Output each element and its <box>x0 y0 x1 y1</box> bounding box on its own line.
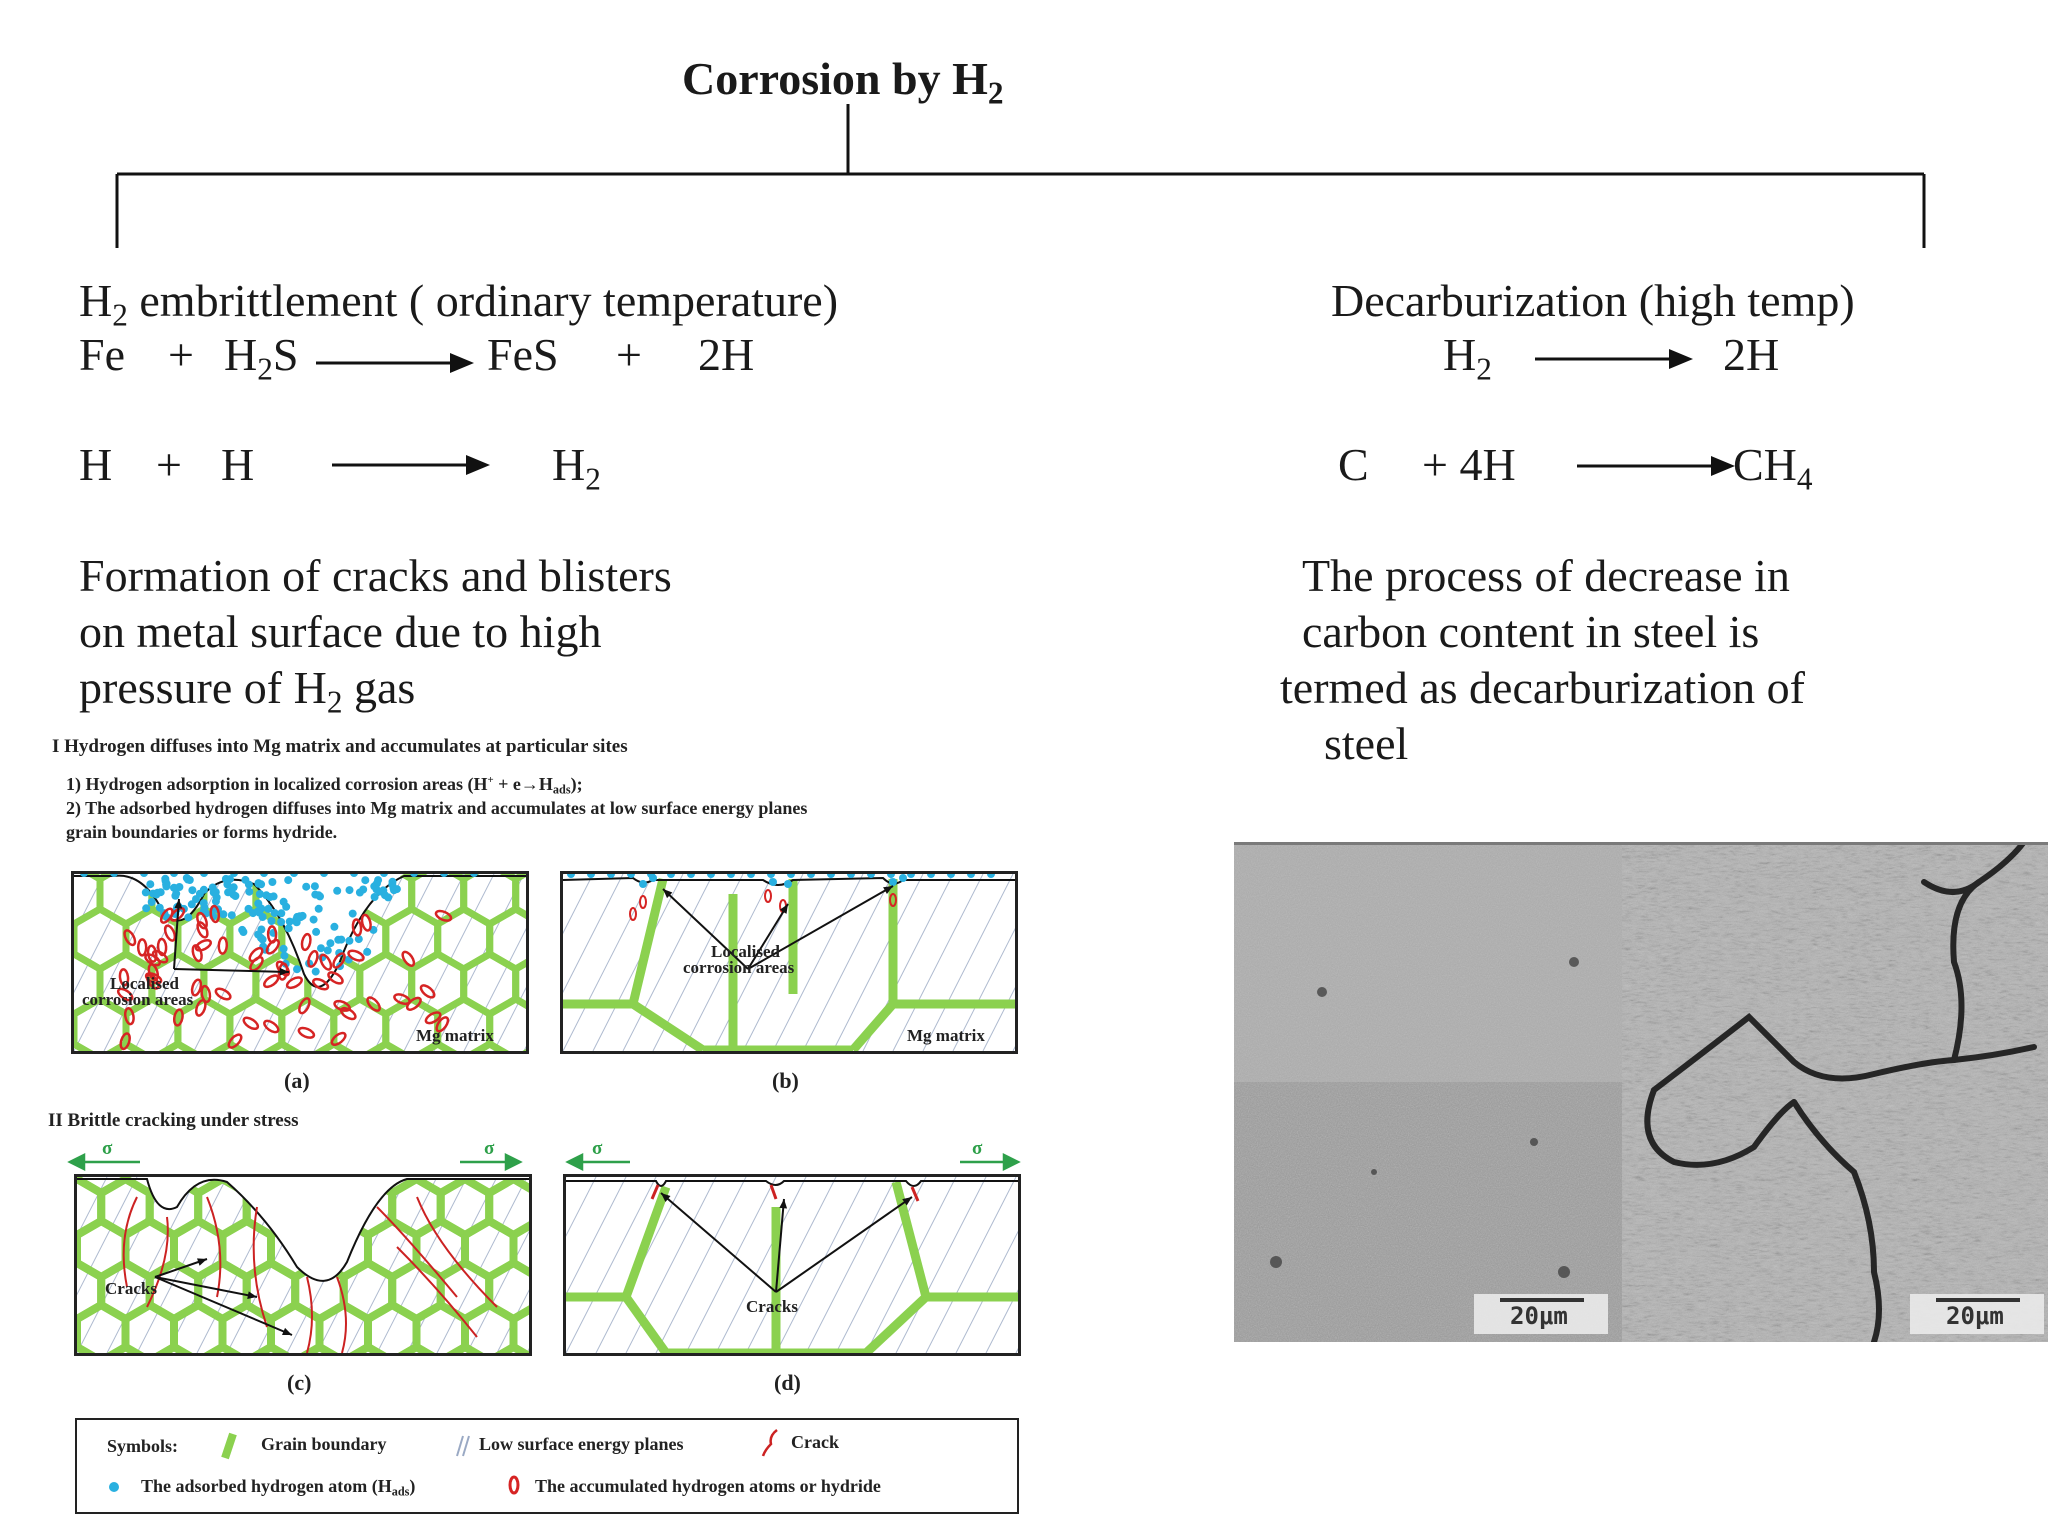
figure-step-2a: 2) The adsorbed hydrogen diffuses into Mg matrix and accumulates at low surface energy planes <box>66 798 808 818</box>
grain-boundary <box>198 1347 247 1353</box>
panel-b-label-1: Localised <box>711 942 780 961</box>
adsorbed-hydrogen-atom <box>245 888 253 896</box>
figure-section-1: I Hydrogen diffuses into Mg matrix and accumulates at particular sites <box>52 736 628 757</box>
adsorbed-hydrogen-atom <box>310 916 318 924</box>
crack <box>771 1185 776 1199</box>
grain-boundary <box>633 879 663 1004</box>
adsorbed-hydrogen-atom <box>317 944 325 952</box>
grain-boundary-symbol <box>219 1430 239 1462</box>
surface-hydrogen-atom <box>887 874 895 878</box>
adsorbed-hydrogen-atom <box>312 968 320 976</box>
legend-adsorbed-c: ) <box>409 1476 416 1496</box>
surface-hydrogen-atom <box>807 874 815 878</box>
low-energy-plane <box>1013 874 1015 1051</box>
grain-boundary <box>853 1004 893 1050</box>
adsorbed-hydrogen-atom <box>649 874 657 882</box>
surface-hydrogen-atom <box>607 874 615 878</box>
legend-accumulated: The accumulated hydrogen atoms or hydride <box>535 1476 881 1496</box>
eq2-h1: H <box>79 439 113 490</box>
grain-boundary <box>360 1044 412 1051</box>
low-energy-plane <box>866 1177 956 1353</box>
adsorbed-hydrogen-atom <box>324 946 332 954</box>
r-eq1-reactant <box>1443 328 1492 387</box>
scale-bar-right: 20μm <box>1946 1302 2004 1330</box>
decarburization-description <box>1280 548 1805 772</box>
adsorbed-hydrogen-atom <box>784 880 792 888</box>
figure-section-2: II Brittle cracking under stress <box>48 1110 299 1131</box>
low-energy-plane <box>686 1177 776 1353</box>
low-energy-plane <box>836 1177 926 1353</box>
desc-line-3-c: gas <box>342 662 416 713</box>
eq2-product-h: H <box>552 439 586 490</box>
surface-hydrogen-atom <box>987 874 995 878</box>
surface-hydrogen-atom <box>687 874 695 878</box>
adsorbed-hydrogen-atom <box>142 888 150 896</box>
accumulated-hydride <box>640 896 646 908</box>
low-energy-plane <box>716 1177 806 1353</box>
r-eq1-h: H <box>1443 329 1477 380</box>
panel-b <box>560 871 1018 1054</box>
desc-line-3-a: pressure of H <box>79 662 327 713</box>
accumulated-hydride <box>327 970 345 985</box>
pointer-arrow <box>661 1193 776 1292</box>
adsorbed-hydrogen-atom <box>142 904 150 912</box>
adsorbed-hydrogen-atom <box>349 910 357 918</box>
desc-line-3 <box>79 660 672 720</box>
adsorbed-hydrogen-atom <box>271 909 279 917</box>
sigma-3: σ <box>592 1138 603 1159</box>
caption-d: (d) <box>774 1370 801 1395</box>
figure-step-1 <box>66 774 583 795</box>
adsorbed-hydrogen-atom <box>899 874 907 882</box>
adsorbed-hydrogen-atom <box>212 897 220 905</box>
accumulated-hydride <box>419 983 436 999</box>
grain-boundary <box>633 1004 703 1050</box>
r-eq2-arrow <box>1577 451 1737 481</box>
adsorbed-hydrogen-atom <box>227 887 235 895</box>
legend-grain: Grain boundary <box>261 1434 387 1454</box>
adsorbed-hydrogen-atom <box>266 893 274 901</box>
adsorbed-hydrogen-atom <box>188 900 196 908</box>
plane-symbol <box>449 1432 473 1460</box>
rdesc-line-4: steel <box>1324 718 1409 769</box>
eq2-plus: + <box>156 439 182 490</box>
adsorbed-hydrogen-atom <box>188 886 196 894</box>
adsorbed-hydrogen-atom <box>254 900 262 908</box>
adsorbed-hydrogen-atom <box>345 937 353 945</box>
heading-sub: 2 <box>112 297 128 333</box>
panel-d-label: Cracks <box>746 1297 798 1316</box>
adsorbed-hydrogen-atom <box>149 890 157 898</box>
symbols-legend <box>75 1418 1019 1514</box>
eq1-h2s <box>224 328 299 387</box>
embrittlement-description <box>79 548 672 720</box>
grain-boundary <box>223 1305 272 1353</box>
embrittlement-heading <box>79 274 839 333</box>
surface-hydrogen-atom <box>727 874 735 878</box>
panel-c <box>74 1174 532 1356</box>
adsorbed-hydrogen-atom <box>280 952 288 960</box>
low-energy-plane <box>656 1177 746 1353</box>
surface-hydrogen-atom <box>847 874 855 878</box>
adsorbed-hydrogen-atom <box>379 886 387 894</box>
low-energy-plane <box>566 1177 626 1353</box>
panel-a-drawing <box>74 874 526 1051</box>
grain-boundary <box>392 1347 441 1353</box>
legend-adsorbed <box>141 1476 415 1497</box>
grain-boundary <box>626 1297 666 1353</box>
h2s-s: S <box>272 329 299 380</box>
rdesc-line-2: carbon content in steel is <box>1302 606 1760 657</box>
desc-line-1: Formation of cracks and blisters <box>79 550 672 601</box>
adsorbed-hydrogen-atom <box>277 918 285 926</box>
surface-hydrogen-atom <box>567 874 575 878</box>
h2s-h: H <box>224 329 258 380</box>
grain-boundary <box>174 1305 223 1353</box>
r-eq2-sub: 4 <box>1796 461 1813 497</box>
panel-d <box>563 1174 1021 1356</box>
decarburization-micrograph <box>1234 842 2048 1342</box>
panel-d-drawing <box>566 1177 1018 1353</box>
grain-boundary <box>866 1297 926 1353</box>
adsorbed-hydrogen-atom <box>257 934 265 942</box>
adsorbed-hydrogen-atom <box>156 904 164 912</box>
step1-sup: + <box>487 774 494 786</box>
adsorbed-hydrogen-atom <box>315 905 323 913</box>
adsorbed-hydrogen-atom <box>245 905 253 913</box>
adsorbed-hydrogen-atom <box>312 928 320 936</box>
caption-b: (b) <box>772 1068 799 1093</box>
eq1-fe: Fe <box>79 329 125 380</box>
adsorbed-hydrogen-atom <box>316 892 324 900</box>
sigma-2: σ <box>484 1138 495 1159</box>
low-energy-plane <box>953 874 1015 1051</box>
adsorbed-hydrogen-atom <box>373 885 381 893</box>
step1-a: 1) Hydrogen adsorption in localized corrosion areas (H <box>66 774 488 794</box>
surface-hydrogen-atom <box>947 874 955 878</box>
adsorbed-hydrogen-atom <box>299 912 307 920</box>
caption-c: (c) <box>287 1370 312 1395</box>
adsorbed-hydrogen-atom <box>346 886 354 894</box>
adsorbed-hydrogen-atom <box>212 888 220 896</box>
adsorbed-hydrogen-atom <box>238 926 246 934</box>
adsorbed-hydrogen-atom <box>223 880 231 888</box>
h2s-sub: 2 <box>257 351 273 387</box>
title-text: Corrosion by H <box>682 53 988 104</box>
eq2-product <box>552 438 601 497</box>
panel-a-matrix: Mg matrix <box>416 1026 494 1045</box>
panel-a-label-1: Localised <box>110 974 179 993</box>
adsorbed-hydrogen-atom <box>769 878 777 886</box>
low-energy-plane <box>1016 1177 1018 1353</box>
sigma-1: σ <box>102 1138 113 1159</box>
low-energy-plane <box>923 874 1013 1051</box>
legend-crack: Crack <box>791 1432 839 1452</box>
adsorbed-hydrogen-atom <box>302 883 310 891</box>
adsorbed-hydrogen-atom <box>183 874 191 882</box>
adsorbed-hydrogen-atom <box>200 886 208 894</box>
eq2-arrow <box>332 450 492 480</box>
panel-a-label-2: corrosion areas <box>82 990 194 1009</box>
adsorbed-hydrogen-atom <box>268 878 276 886</box>
legend-planes: Low surface energy planes <box>479 1434 684 1454</box>
hydrogen-atom-symbol <box>107 1480 121 1494</box>
grain-boundary <box>441 1347 490 1353</box>
adsorbed-hydrogen-atom <box>356 889 364 897</box>
adsorbed-hydrogen-atom <box>334 936 342 944</box>
desc-line-2: on metal surface due to high <box>79 606 602 657</box>
r-eq1-product: 2H <box>1723 329 1780 380</box>
hydride-symbol <box>507 1474 521 1498</box>
adsorbed-hydrogen-atom <box>259 913 267 921</box>
pointer-arrowhead <box>197 1258 207 1265</box>
surface-hydrogen-atom <box>707 874 715 878</box>
crack <box>652 1185 658 1199</box>
accumulated-hydride <box>297 1026 315 1040</box>
panel-b-matrix: Mg matrix <box>907 1026 985 1045</box>
adsorbed-hydrogen-atom <box>241 876 249 884</box>
figure-step-2b: grain boundaries or forms hydride. <box>66 822 338 842</box>
tree-bracket <box>0 0 2048 260</box>
surface-hydrogen-atom <box>667 874 675 878</box>
adsorbed-hydrogen-atom <box>184 913 192 921</box>
low-energy-plane <box>926 1177 1016 1353</box>
adsorbed-hydrogen-atom <box>371 893 379 901</box>
grain-boundary <box>150 1347 199 1353</box>
grain-boundary <box>74 1044 100 1051</box>
r-eq2-ch: CH <box>1733 439 1797 490</box>
surface-hydrogen-atom <box>747 874 755 878</box>
grain-boundary <box>489 1347 529 1353</box>
surface-hydrogen-atom <box>827 874 835 878</box>
adsorbed-hydrogen-atom <box>311 882 319 890</box>
adsorbed-hydrogen-atom <box>228 911 236 919</box>
panel-b-label-2: corrosion areas <box>683 958 795 977</box>
accumulated-hydride <box>285 975 303 990</box>
step1-sub: ads <box>552 782 571 797</box>
eq1-arrow <box>316 348 476 378</box>
eq2-h2: H <box>221 439 255 490</box>
accumulated-hydride <box>218 937 227 953</box>
eq1-fes: FeS <box>487 329 559 380</box>
grain-boundary <box>896 1182 926 1297</box>
low-energy-plane <box>776 1177 866 1353</box>
surface-hydrogen-atom <box>787 874 795 878</box>
adsorbed-hydrogen-atom <box>293 965 301 973</box>
grain-boundary <box>368 1305 417 1353</box>
decarburization-heading: Decarburization (high temp) <box>1331 275 1855 326</box>
low-energy-plane <box>563 874 623 1051</box>
eq1-plus2: + <box>616 329 642 380</box>
sigma-4: σ <box>972 1138 983 1159</box>
adsorbed-hydrogen-atom <box>390 886 398 894</box>
rdesc-line-3: termed as decarburization of <box>1280 662 1805 713</box>
grain-boundary <box>256 1044 308 1051</box>
adsorbed-hydrogen-atom <box>889 878 897 886</box>
adsorbed-hydrogen-atom <box>148 898 156 906</box>
panel-a <box>71 871 529 1054</box>
accumulated-hydride <box>242 1016 260 1031</box>
step1-e: ); <box>570 774 583 794</box>
crack-symbol <box>757 1426 783 1460</box>
r-eq1-sub: 2 <box>1476 351 1492 387</box>
surface-hydrogen-atom <box>587 874 595 878</box>
adsorbed-hydrogen-atom <box>639 880 647 888</box>
heading-h: H <box>79 275 113 326</box>
grain-boundary <box>295 1347 344 1353</box>
desc-line-3-sub: 2 <box>326 684 343 720</box>
accumulated-hydride <box>297 997 311 1015</box>
adsorbed-hydrogen-atom <box>361 876 369 884</box>
adsorbed-hydrogen-atom <box>280 898 288 906</box>
adsorbed-hydrogen-atom <box>146 880 154 888</box>
adsorbed-hydrogen-atom <box>333 887 341 895</box>
r-eq2-plus: + 4H <box>1422 439 1516 490</box>
grain-boundary <box>465 1305 514 1353</box>
grain-boundary <box>344 1347 393 1353</box>
adsorbed-hydrogen-atom <box>163 880 171 888</box>
adsorbed-hydrogen-atom <box>172 890 180 898</box>
accumulated-hydride <box>138 939 146 955</box>
eq2-product-sub: 2 <box>585 461 601 497</box>
surface-hydrogen-atom <box>967 874 975 878</box>
caption-a: (a) <box>284 1068 310 1093</box>
pointer-arrow <box>174 969 289 972</box>
adsorbed-hydrogen-atom <box>363 948 371 956</box>
surface-hydrogen-atom <box>767 874 775 878</box>
r-eq1-arrow <box>1535 344 1695 374</box>
panel-c-drawing <box>77 1177 529 1353</box>
adsorbed-hydrogen-atom <box>374 876 382 884</box>
surface-hydrogen-atom <box>927 874 935 878</box>
accumulated-hydride <box>262 1019 280 1035</box>
low-energy-plane <box>956 1177 1018 1353</box>
r-eq2-product <box>1733 438 1813 497</box>
grain-boundary <box>77 1305 126 1353</box>
grain-boundary <box>516 1044 526 1051</box>
eq1-product: 2H <box>698 329 755 380</box>
grain-boundary <box>626 1187 666 1297</box>
adsorbed-hydrogen-atom <box>200 899 208 907</box>
accumulated-hydride <box>765 890 771 902</box>
legend-symbols-label: Symbols: <box>107 1436 179 1456</box>
legend-adsorbed-a: The adsorbed hydrogen atom (H <box>141 1476 392 1496</box>
accumulated-hydride <box>262 973 280 989</box>
metal-surface <box>566 1181 1018 1186</box>
adsorbed-hydrogen-atom <box>280 945 288 953</box>
title-subscript: 2 <box>987 75 1004 111</box>
low-energy-plane <box>893 874 983 1051</box>
low-energy-plane <box>806 1177 896 1353</box>
panel-c-label: Cracks <box>105 1279 157 1298</box>
accumulated-hydride <box>194 938 212 952</box>
r-eq2-c: C <box>1338 439 1369 490</box>
surface-hydrogen-atom <box>907 874 915 878</box>
scale-bar-left: 20μm <box>1510 1302 1568 1330</box>
step1-c: + e→H <box>493 774 553 794</box>
legend-adsorbed-sub: ads <box>391 1484 410 1499</box>
adsorbed-hydrogen-atom <box>326 939 334 947</box>
adsorbed-hydrogen-atom <box>219 910 227 918</box>
eq1-plus1: + <box>168 329 194 380</box>
micrograph-image <box>1234 842 2048 1342</box>
rdesc-line-1: The process of decrease in <box>1302 550 1790 601</box>
low-energy-plane <box>746 1177 836 1353</box>
grain-boundary <box>77 1347 101 1353</box>
adsorbed-hydrogen-atom <box>284 876 292 884</box>
low-energy-plane <box>896 1177 986 1353</box>
adsorbed-hydrogen-atom <box>268 917 276 925</box>
low-energy-plane <box>527 1177 529 1353</box>
accumulated-hydride <box>339 1006 357 1021</box>
heading-rest: embrittlement ( ordinary temperature) <box>127 275 839 326</box>
adsorbed-hydrogen-atom <box>257 926 265 934</box>
adsorbed-hydrogen-atom <box>255 880 263 888</box>
adsorbed-hydrogen-atom <box>330 923 338 931</box>
adsorbed-hydrogen-atom <box>285 924 293 932</box>
